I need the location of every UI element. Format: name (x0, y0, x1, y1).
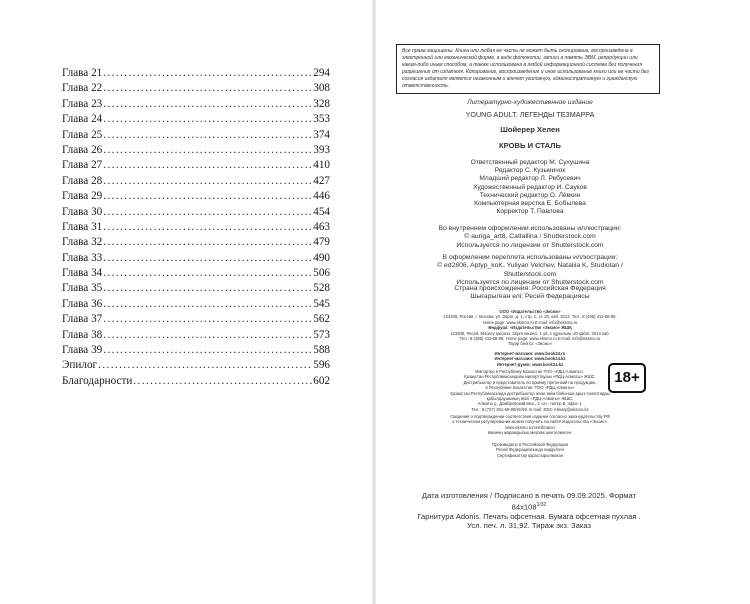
publisher-line: Тауар белгісі: «Эксмо» (507, 341, 553, 347)
toc-entry (62, 81, 330, 96)
toc-entry (62, 220, 330, 235)
toc-entry-title: Благодарности (62, 374, 133, 387)
publisher-line: Home page: www.eksmo.ru E-mail: info@eksmo.ru (482, 319, 578, 325)
toc-entry (62, 174, 330, 189)
publisher-line: ООО «Издательство «Эксмо» (499, 309, 561, 314)
toc-leader-dots (103, 235, 312, 250)
book-gutter (372, 0, 376, 604)
toc-entry-title: Глава 25 (62, 128, 103, 141)
publisher-line: 123308, Россия, г. Москва, ул. Зорге, д. 1, стр. 1, эт. 20, каб. 2013. Тел.: 8 (495) 411-68-86. (443, 314, 617, 320)
toc-entry (62, 266, 330, 281)
rights-notice: Все права защищены. Книга или любая ее часть не может быть скопирована, воспроизведена в электронной или механической форме, в виде фотокопии, записи в память ЭВМ, репродукции или каким-либо иным способом, а также использована в любой информационной системе без получения разрешения от издателя. Копирование, воспроизведение и иное использование книги или ее части без согласия издателя является незаконным и влечет уголовную, административную и гражданскую ответственность. (396, 44, 660, 94)
toc-leader-dots (133, 374, 312, 389)
typeface-line: Гарнитура Adonis. Печать офсетная. Бумага офсетная пухлая . (417, 511, 641, 521)
certification-line: Өнімнің жарамдылық мерзімі шектелмеген. (487, 430, 573, 436)
print-details (405, 491, 653, 531)
illustration-credit-line: Используется по лицензии от Shutterstock.com (456, 241, 604, 249)
toc-entry-page: 588 (313, 344, 330, 357)
production-line: Сертификаттау қарастырылмаған (496, 452, 564, 458)
toc-entry-title: Эпилог (62, 359, 98, 372)
author-name: Шойерер Хелен (500, 125, 560, 134)
toc-entry (62, 358, 330, 373)
toc-entry (62, 328, 330, 343)
toc-entry-page: 427 (313, 174, 330, 187)
toc-leader-dots (103, 266, 312, 281)
publisher-line: Өндіруші: «Издательство «Эксмо» ЖШҚ (488, 325, 572, 331)
toc-entry (62, 312, 330, 327)
editorial-staff (410, 159, 650, 216)
toc-entry-page: 562 (313, 313, 330, 326)
staff-line: Корректор Т. Павлова (496, 208, 564, 216)
toc-entry (62, 97, 330, 112)
toc-entry-title: Глава 38 (62, 328, 103, 341)
toc-entry-page: 602 (313, 374, 330, 387)
distributor-line: Тел.: 8 (727) 251-59-90/91/92. E-mail: RDC-Almaty@eksmo.kz (471, 406, 589, 412)
interior-illustrations (410, 225, 650, 250)
publisher-info (410, 309, 650, 347)
toc-entry-page: 596 (313, 359, 330, 372)
toc-entry-title: Глава 35 (62, 282, 103, 295)
toc-entry-page: 463 (313, 220, 330, 233)
certification-line: Сведения о подтверждении соответствия издания согласно законодательству РФ (450, 414, 610, 419)
country-of-origin (410, 285, 650, 302)
toc-leader-dots (103, 281, 312, 296)
toc-entry (62, 343, 330, 358)
toc-leader-dots (103, 66, 312, 81)
toc-entry-page: 308 (313, 82, 330, 95)
publisher-line: Тел.: 8 (495) 411-68-86. Home page: www.eksmo.ru E-mail: info@eksmo.ru (459, 336, 601, 342)
staff-line: Ответственный редактор М. Сухушина (470, 159, 590, 166)
toc-entry (62, 235, 330, 250)
toc-entry-title: Глава 30 (62, 205, 103, 218)
toc-leader-dots (98, 358, 312, 373)
illustration-credit-line: © ed2806, Aptyp_koK, Yuliyan Velchev, Nataliia K, Studiotan / Shutterstock.com (437, 262, 623, 278)
toc-leader-dots (103, 251, 312, 266)
toc-entry-title: Глава 22 (62, 82, 103, 95)
toc-entry (62, 66, 330, 81)
toc-entry-page: 506 (313, 267, 330, 280)
age-rating-badge: 18+ (608, 363, 646, 393)
genre-label: Литературно-художественное издание (467, 99, 593, 106)
distributor-line: Дистрибьютор и представитель по приему претензий на продукцию, (463, 379, 597, 385)
toc-entry-page: 528 (313, 282, 330, 295)
shop-line: Интернет-магазин: www.book24.ru (494, 351, 566, 356)
toc-entry-title: Глава 37 (62, 313, 103, 326)
distributor-line: Қазақстан Республикасында дистрибьютор және өнім бойынша арыз-талаптарды (450, 390, 610, 396)
distributor-line: Импортер в Республику Казахстан ТОО «РДЦ-Алматы». (475, 369, 585, 374)
toc-entry-title: Глава 23 (62, 97, 103, 110)
book-title: КРОВЬ И СТАЛЬ (499, 141, 561, 150)
distributor-line: Алматы қ., Домбровский көш., 3 «а», литер Б, офис 1. (477, 401, 583, 407)
toc-entry-page: 454 (313, 205, 330, 218)
toc-entry-title: Глава 32 (62, 236, 103, 249)
staff-line: Технический редактор О. Лёвкин (479, 191, 581, 199)
toc-entry-page: 374 (313, 128, 330, 141)
toc-leader-dots (103, 174, 312, 189)
table-of-contents (62, 66, 330, 389)
toc-leader-dots (103, 158, 312, 173)
certification-info (410, 414, 650, 436)
origin-line: Шығарылған елі: Ресей Федерациясы (470, 293, 590, 301)
illustration-credit-line: Во внутреннем оформлении использованы иллюстрации: (438, 225, 622, 232)
toc-entry (62, 143, 330, 158)
toc-leader-dots (103, 81, 312, 96)
toc-entry (62, 374, 330, 389)
toc-entry-page: 410 (313, 159, 330, 172)
toc-leader-dots (103, 128, 312, 143)
toc-entry-page: 479 (313, 236, 330, 249)
toc-leader-dots (103, 97, 312, 112)
toc-entry (62, 251, 330, 266)
cover-illustrations (410, 254, 650, 288)
staff-line: Художественный редактор И. Сауков (473, 183, 587, 191)
series-name: YOUNG ADULT. ЛЕГЕНДЫ ТЕЗМАРРА (465, 110, 595, 119)
production-info (410, 442, 650, 458)
toc-entry (62, 205, 330, 220)
kazakhstan-distributor-info (410, 369, 650, 412)
toc-entry-title: Глава 36 (62, 297, 103, 310)
toc-leader-dots (103, 205, 312, 220)
toc-entry-title: Глава 39 (62, 344, 103, 357)
toc-entry (62, 189, 330, 204)
toc-entry-title: Глава 21 (62, 67, 103, 79)
toc-leader-dots (103, 112, 312, 127)
distributor-line: в Республике Казахстан: ТОО «РДЦ-Алматы» (485, 385, 575, 391)
toc-entry-page: 353 (313, 113, 330, 126)
toc-leader-dots (103, 143, 312, 158)
toc-entry (62, 158, 330, 173)
shop-line: Интернет-дүкен: www.book24.kz (496, 361, 564, 367)
toc-leader-dots (103, 297, 312, 312)
toc-entry (62, 112, 330, 127)
production-line: Произведено в Российской Федерации (492, 442, 568, 447)
toc-entry-title: Глава 28 (62, 174, 103, 187)
toc-entry-title: Глава 31 (62, 220, 103, 233)
staff-line: Редактор С. Кузьмичок (494, 167, 566, 175)
toc-entry-title: Глава 33 (62, 251, 103, 264)
toc-leader-dots (103, 312, 312, 327)
toc-entry-title: Глава 27 (62, 159, 103, 172)
publisher-line: 123308, Ресей, Мәскеу қаласы, Зорге көшесі, 1 үй, 1 құрылым, 20 қабат, 2013 каб. (450, 330, 610, 336)
toc-entry (62, 297, 330, 312)
illustration-credit-line: © auriga_art8, Cattallina / Shutterstock.com (464, 233, 596, 241)
staff-line: Компьютерная верстка Е. Бобылева (474, 200, 586, 208)
toc-entry (62, 128, 330, 143)
shop-line: Интернет-магазин: www.book24.kz (494, 356, 566, 362)
toc-entry-title: Глава 24 (62, 113, 103, 126)
toc-entry-title: Глава 26 (62, 143, 103, 156)
toc-entry-title: Глава 29 (62, 190, 103, 203)
illustration-credit-line: В оформлении переплета использованы иллюстрации: (442, 254, 618, 261)
origin-line: Страна происхождения: Российская Федерация (454, 285, 606, 292)
toc-entry-page: 446 (313, 190, 330, 203)
production-line: Ресей Федерациясында өндірілген (496, 447, 564, 453)
toc-entry-page: 545 (313, 297, 330, 310)
certification-line: www.eksmo.ru/certification (505, 424, 555, 430)
toc-leader-dots (103, 220, 312, 235)
toc-entry-page: 573 (313, 328, 330, 341)
toc-leader-dots (103, 343, 312, 358)
toc-entry-page: 490 (313, 251, 330, 264)
sheets-line: Усл. печ. л. 31,92. Тираж экз. Заказ (467, 521, 591, 531)
certification-line: о техническом регулировании можно получить на сайте Издательства «Эксмо»: (452, 419, 608, 425)
distributor-line: қабылдаушының өкілі «РДЦ-Алматы» ЖШС, (486, 396, 574, 402)
toc-leader-dots (103, 189, 312, 204)
toc-entry-title: Глава 34 (62, 267, 103, 280)
staff-line: Младший редактор Л. Ребусевич (479, 175, 581, 183)
toc-entry-page: 328 (313, 97, 330, 110)
print-date-line: Дата изготовления / Подписано в печать 09.09.2025. Формат $84x108^{1/32}$ (421, 491, 637, 512)
illustration-credit-line: Используется по лицензии от Shutterstock.com (456, 279, 604, 287)
toc-leader-dots (103, 328, 312, 343)
distributor-line: Қазақстан Республикасындағы импорттаушы «РДЦ-Алматы» ЖШС. (464, 374, 596, 380)
toc-entry-page: 393 (313, 143, 330, 156)
toc-entry-page: 294 (313, 67, 330, 79)
toc-entry (62, 281, 330, 296)
